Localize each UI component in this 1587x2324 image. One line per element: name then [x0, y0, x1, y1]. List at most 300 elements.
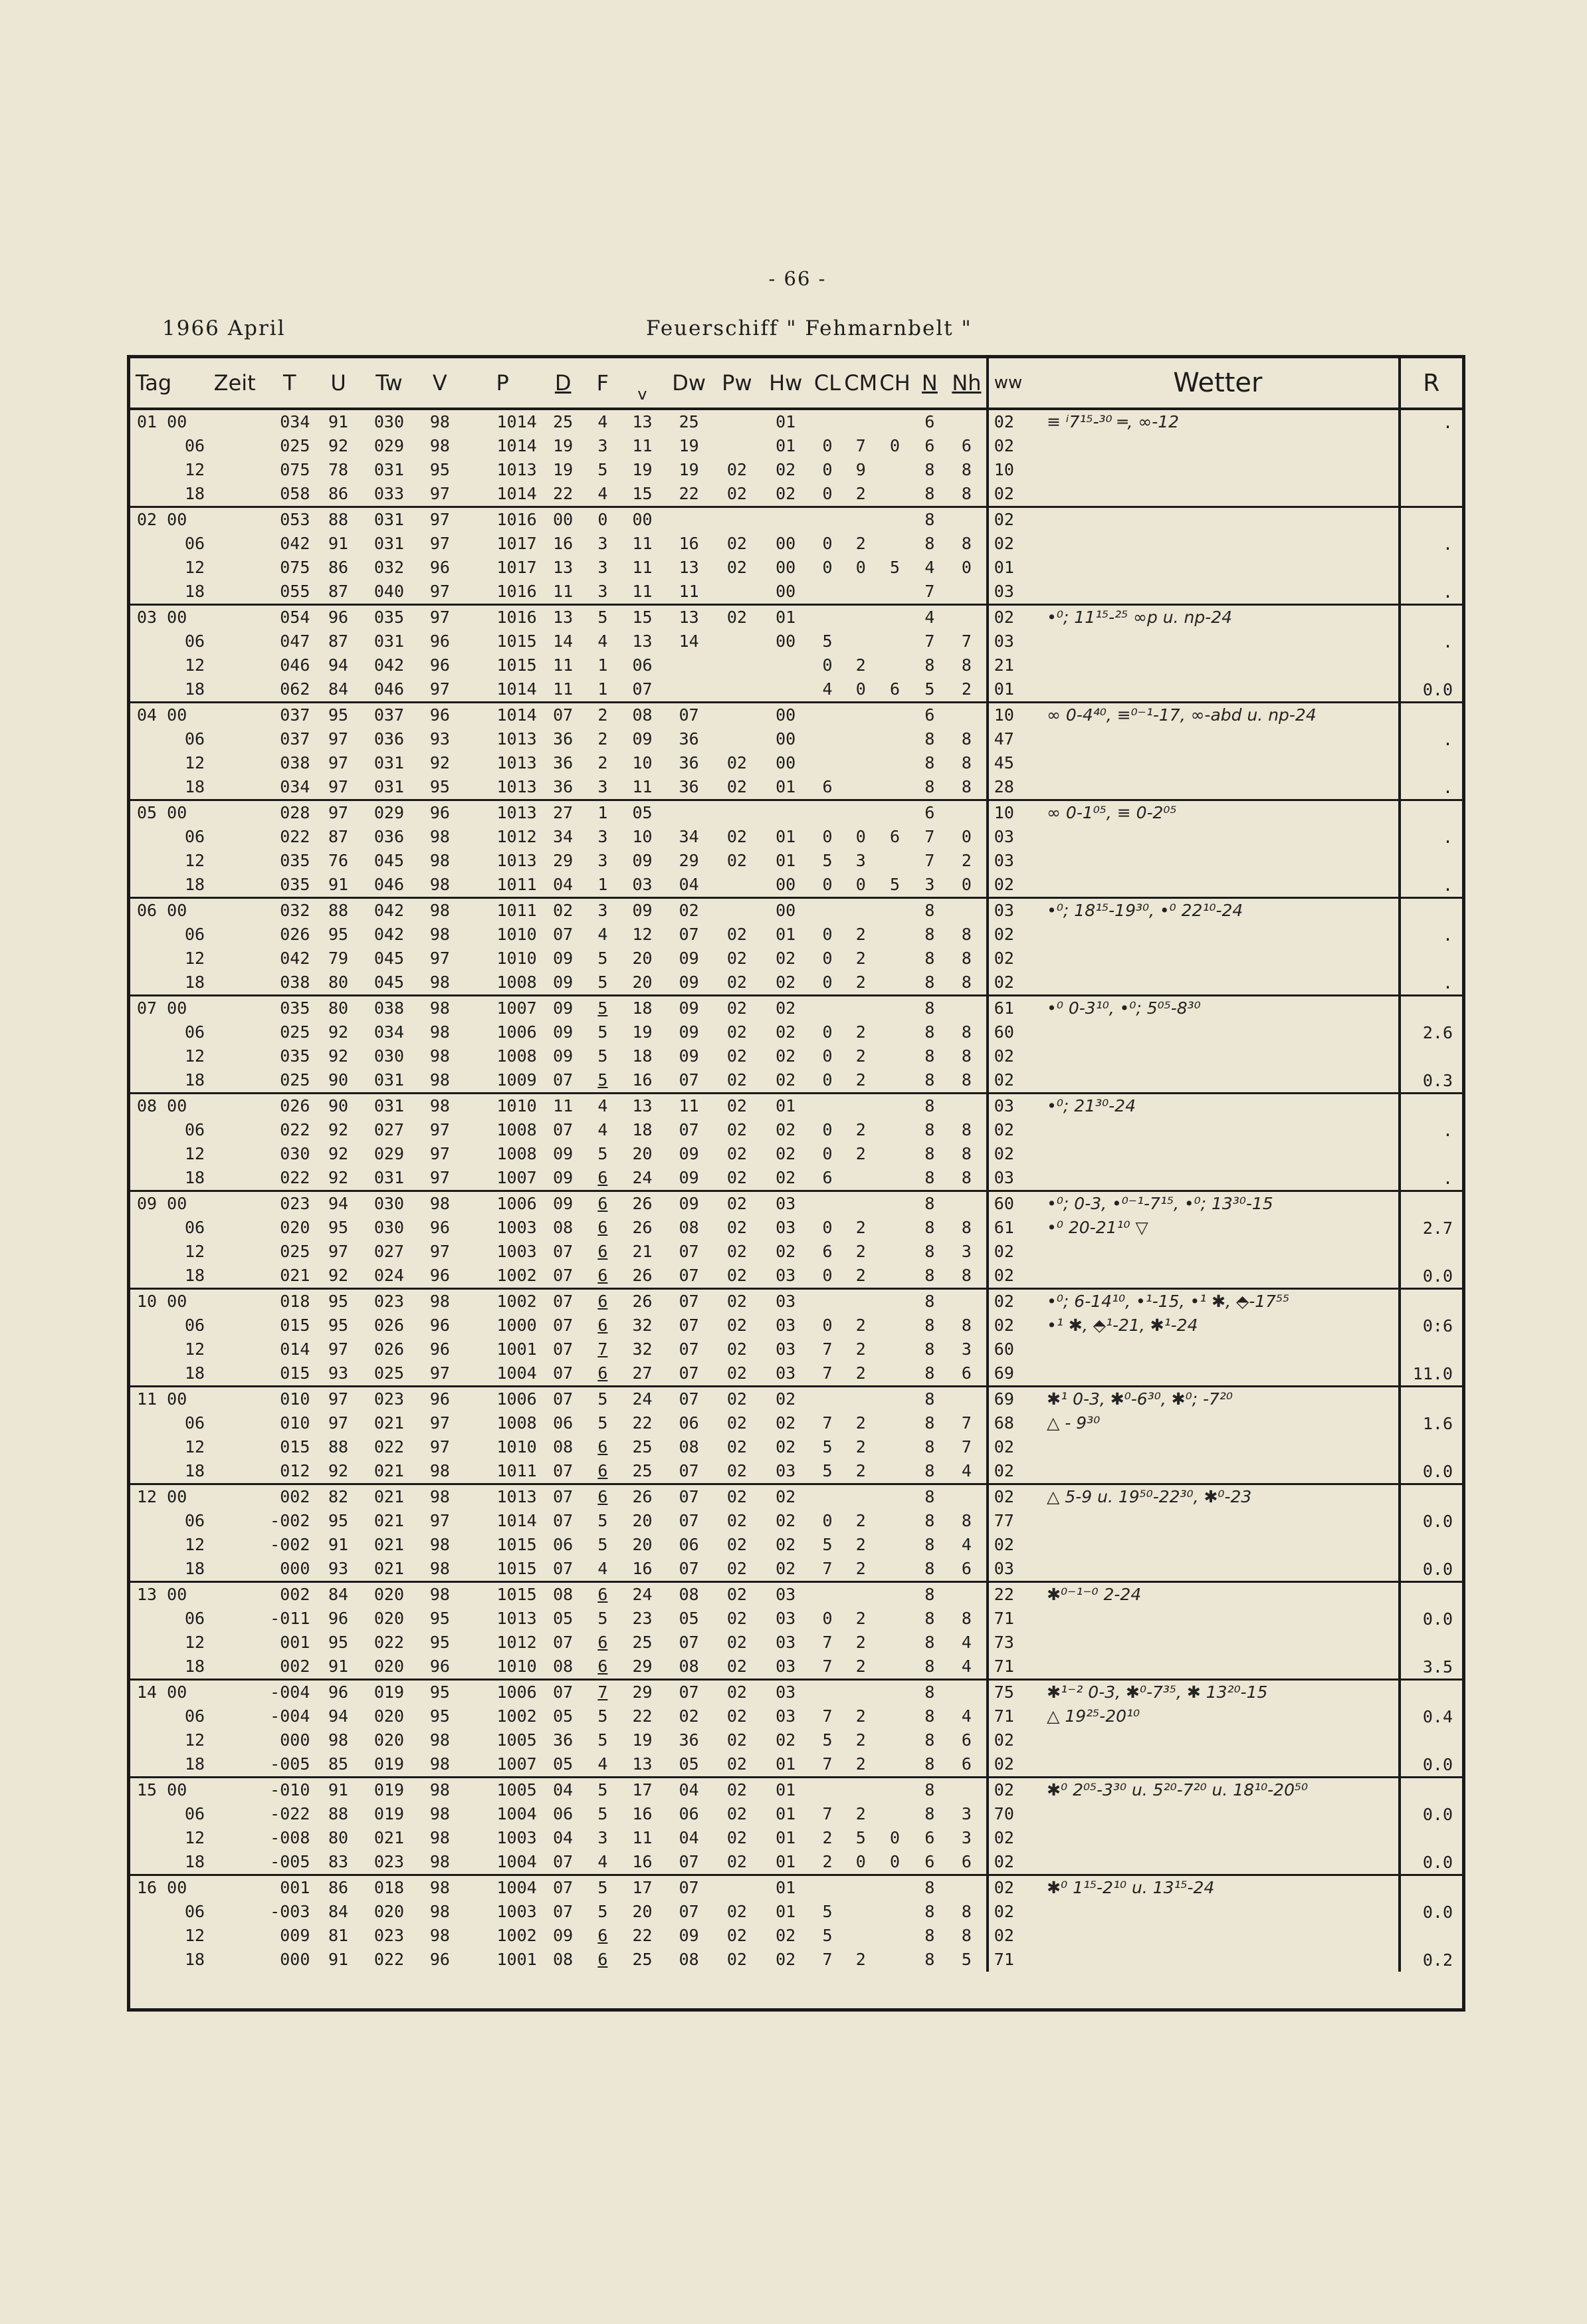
cell-r	[1400, 1826, 1462, 1850]
cell-dw: 16	[679, 534, 699, 553]
cell-r: .	[1400, 1118, 1462, 1142]
cell-t: 046	[280, 655, 310, 675]
table-row	[130, 1484, 1462, 1510]
cell-cm: 2	[844, 1459, 877, 1484]
cell-ch	[877, 800, 912, 826]
cell-dw: 07	[665, 1068, 713, 1094]
cell-p: 1014	[465, 482, 541, 507]
cell-v: 32	[632, 1339, 653, 1359]
cell-v: 97	[429, 1437, 450, 1456]
cell-r: 1.6	[1400, 1411, 1462, 1435]
cell-tag-zeit: 18	[130, 971, 265, 996]
cell-ww: 02	[988, 1826, 1037, 1850]
cell-r	[1400, 507, 1462, 532]
cell-d: 07	[553, 1316, 574, 1335]
cell-v: 97	[429, 534, 450, 553]
cell-dw: 07	[665, 1361, 713, 1387]
cell-r	[1400, 605, 1462, 630]
cell-ch: 5	[877, 873, 912, 898]
cell-pw: 02	[726, 827, 747, 846]
cell-t: 035	[265, 873, 314, 898]
cell-p: 1002	[496, 1706, 537, 1726]
cell-p: 1017	[496, 558, 537, 577]
cell-f: 1	[597, 803, 608, 822]
cell-cm	[844, 775, 877, 800]
cell-v: 27	[620, 1361, 665, 1387]
cell-cl: 2	[822, 1828, 833, 1847]
cell-r: 3.5	[1400, 1655, 1462, 1680]
cell-u: 83	[314, 1850, 362, 1875]
cell-dw: 08	[679, 1218, 699, 1237]
cell-r	[1400, 800, 1462, 826]
cell-t: -002	[270, 1511, 310, 1530]
cell-n: 8	[912, 1166, 947, 1191]
cell-ch: 0	[877, 1850, 912, 1875]
cell-f: 5	[597, 1609, 608, 1628]
cell-ch	[877, 1411, 912, 1435]
cell-ch	[877, 1142, 912, 1166]
cell-tag-zeit: 12	[185, 1730, 205, 1750]
cell-d: 07	[541, 1459, 585, 1484]
cell-ww: 02	[988, 1752, 1037, 1778]
cell-d: 04	[553, 1828, 574, 1847]
cell-hw: 03	[761, 1655, 811, 1680]
cell-t: -004	[270, 1706, 310, 1726]
cell-wetter	[1037, 1728, 1399, 1752]
cell-nh: 4	[961, 1633, 972, 1652]
cell-v: 93	[429, 729, 450, 749]
cell-ww: 03	[988, 898, 1037, 923]
cell-u: 92	[314, 1459, 362, 1484]
cell-tag-zeit: 12	[185, 949, 205, 968]
cell-f: 1	[585, 873, 620, 898]
col-header-dw: Dw	[665, 358, 713, 409]
cell-dw: 36	[679, 1730, 699, 1750]
cell-v: 98	[415, 1752, 464, 1778]
cell-d: 11	[553, 1096, 574, 1115]
cell-t: 001	[280, 1633, 310, 1652]
cell-nh: 8	[947, 1264, 988, 1289]
col-header-pw: Pw	[713, 358, 760, 409]
table-row	[130, 458, 1462, 482]
cell-v: 24	[632, 1585, 653, 1604]
cell-cm	[844, 1875, 877, 1901]
cell-r	[1400, 703, 1462, 728]
cell-v: 92	[429, 753, 450, 772]
cell-v: 23	[632, 1609, 653, 1628]
table-row	[130, 1411, 1462, 1435]
cell-d: 09	[553, 1926, 574, 1945]
cell-cl	[811, 898, 844, 923]
cell-ww: 75	[988, 1680, 1037, 1705]
cell-hw	[761, 677, 811, 703]
table-header-row	[130, 358, 1462, 409]
cell-ch	[877, 1900, 912, 1924]
cell-r: .	[1400, 409, 1462, 434]
cell-v: 98	[429, 1487, 450, 1506]
cell-wetter	[1037, 1850, 1399, 1875]
cell-tag-zeit: 18	[130, 1752, 265, 1778]
cell-v: 17	[632, 1780, 653, 1800]
cell-ch	[877, 1533, 912, 1557]
cell-t: -022	[270, 1804, 310, 1823]
cell-n: 8	[912, 1459, 947, 1484]
cell-f: 5	[597, 998, 608, 1018]
cell-tag-zeit: 12	[185, 1633, 205, 1652]
cell-u: 84	[328, 1902, 349, 1921]
cell-v: 11	[632, 558, 653, 577]
cell-r: 2.6	[1400, 1020, 1462, 1044]
cell-cl: 0	[811, 1264, 844, 1289]
table-row	[130, 507, 1462, 532]
cell-cl	[811, 751, 844, 775]
cell-hw: 03	[761, 1361, 811, 1387]
cell-cl: 5	[822, 851, 833, 870]
cell-cl	[811, 1387, 844, 1412]
cell-tw: 033	[363, 482, 416, 507]
cell-tw: 021	[373, 1413, 405, 1433]
cell-pw	[713, 653, 760, 677]
cell-wetter	[1037, 458, 1399, 482]
cell-f: 6	[597, 1292, 608, 1311]
cell-p: 1004	[496, 1878, 537, 1897]
cell-dw: 34	[679, 827, 699, 846]
cell-v: 20	[632, 1535, 653, 1554]
cell-p: 1004	[465, 1850, 541, 1875]
cell-tag-zeit: 12	[185, 753, 205, 772]
cell-hw: 03	[776, 1683, 796, 1702]
cell-tw: 022	[373, 1633, 405, 1652]
cell-wetter	[1037, 630, 1399, 653]
cell-ch	[877, 727, 912, 751]
cell-nh: 6	[961, 1730, 972, 1750]
cell-cm: 2	[855, 1339, 866, 1359]
cell-v: 22	[632, 1926, 653, 1945]
cell-ww: 01	[988, 677, 1037, 703]
cell-t: -011	[270, 1609, 310, 1628]
cell-n: 4	[924, 558, 935, 577]
cell-u: 92	[328, 1046, 349, 1066]
cell-hw: 01	[776, 608, 796, 627]
cell-d: 07	[541, 1264, 585, 1289]
cell-pw: 02	[726, 753, 747, 772]
cell-u: 94	[328, 1194, 349, 1213]
cell-r	[1400, 1435, 1462, 1459]
cell-n: 8	[924, 1535, 935, 1554]
cell-nh: 8	[961, 1046, 972, 1066]
cell-v: 95	[429, 1683, 450, 1702]
cell-dw: 06	[679, 1535, 699, 1554]
cell-tw: 024	[363, 1264, 416, 1289]
cell-pw: 02	[713, 1850, 760, 1875]
cell-hw: 00	[776, 753, 796, 772]
cell-t: 023	[280, 1194, 310, 1213]
cell-p: 1002	[496, 1292, 537, 1311]
cell-cm: 2	[844, 1752, 877, 1778]
cell-tw: 021	[373, 1511, 405, 1530]
cell-hw: 02	[776, 998, 796, 1018]
cell-u: 86	[328, 1878, 349, 1897]
cell-tw: 030	[373, 1046, 405, 1066]
cell-v: 07	[620, 677, 665, 703]
cell-tw: 023	[373, 1926, 405, 1945]
cell-v: 22	[632, 1706, 653, 1726]
cell-u: 91	[328, 1950, 349, 1969]
cell-tw: 031	[373, 632, 405, 651]
cell-v: 98	[429, 1022, 450, 1042]
cell-u: 78	[328, 460, 349, 479]
cell-tag-zeit: 07 00	[137, 998, 187, 1018]
cell-pw: 02	[726, 1046, 747, 1066]
cell-tw: 031	[363, 1166, 416, 1191]
cell-r: 0.4	[1400, 1704, 1462, 1728]
cell-pw: 02	[726, 1633, 747, 1652]
cell-dw: 05	[665, 1752, 713, 1778]
cell-p: 1015	[465, 1557, 541, 1582]
cell-t: 021	[265, 1264, 314, 1289]
cell-v: 97	[415, 580, 464, 605]
cell-pw: 02	[713, 1264, 760, 1289]
table-row	[130, 1216, 1462, 1240]
cell-v: 24	[632, 1389, 653, 1409]
cell-u: 94	[328, 655, 349, 675]
cell-f: 5	[597, 1535, 608, 1554]
cell-tag-zeit: 12	[185, 460, 205, 479]
cell-p: 1007	[465, 1166, 541, 1191]
cell-ch: 0	[890, 436, 900, 455]
cell-nh	[947, 898, 988, 923]
cell-f: 5	[597, 1511, 608, 1530]
cell-p: 1001	[496, 1950, 537, 1969]
cell-cm: 0	[855, 827, 866, 846]
cell-v: 98	[429, 827, 450, 846]
cell-f: 5	[597, 608, 608, 627]
cell-tw: 045	[363, 971, 416, 996]
cell-r	[1400, 1680, 1462, 1705]
cell-ww: 02	[988, 1875, 1037, 1901]
cell-cl	[811, 703, 844, 728]
cell-ch	[877, 1314, 912, 1337]
cell-cl	[811, 1094, 844, 1119]
cell-t: 026	[280, 925, 310, 944]
cell-v: 98	[415, 1068, 464, 1094]
cell-cm	[844, 727, 877, 751]
cell-tag-zeit: 18	[130, 1166, 265, 1191]
col-header-ww: ww	[988, 358, 1037, 409]
cell-d: 29	[553, 851, 574, 870]
cell-hw: 03	[776, 1292, 796, 1311]
cell-f: 2	[597, 705, 608, 725]
cell-dw: 06	[679, 1804, 699, 1823]
cell-u: 97	[328, 753, 349, 772]
cell-dw	[665, 653, 713, 677]
cell-ch	[877, 1778, 912, 1803]
cell-n: 6	[924, 1828, 935, 1847]
cell-n: 8	[924, 1950, 935, 1969]
cell-v: 21	[632, 1242, 653, 1261]
cell-p: 1015	[496, 1585, 537, 1604]
cell-cm: 2	[844, 1068, 877, 1094]
cell-hw: 02	[776, 1144, 796, 1163]
cell-r	[1400, 1142, 1462, 1166]
cell-d: 07	[553, 1487, 574, 1506]
cell-v: 18	[632, 998, 653, 1018]
cell-wetter	[1037, 727, 1399, 751]
cell-tag-zeit: 08 00	[137, 1096, 187, 1115]
cell-t: 022	[280, 1120, 310, 1139]
cell-cl: 7	[811, 1752, 844, 1778]
cell-t: 035	[280, 1046, 310, 1066]
cell-ww: 02	[988, 1533, 1037, 1557]
cell-ch	[877, 971, 912, 996]
cell-d: 36	[541, 775, 585, 800]
cell-f: 1	[597, 655, 608, 675]
cell-cl: 0	[822, 460, 833, 479]
cell-r: 0.0	[1400, 677, 1462, 703]
cell-nh: 8	[961, 1144, 972, 1163]
cell-nh: 8	[961, 1511, 972, 1530]
cell-nh: 2	[947, 677, 988, 703]
cell-hw: 01	[761, 775, 811, 800]
cell-ch	[877, 1607, 912, 1631]
cell-tw: 020	[363, 1655, 416, 1680]
cell-tag-zeit: 18	[130, 873, 265, 898]
cell-nh	[947, 1875, 988, 1901]
cell-t: 038	[280, 753, 310, 772]
cell-u: 85	[314, 1752, 362, 1778]
cell-t: -010	[270, 1780, 310, 1800]
cell-hw: 01	[776, 436, 796, 455]
cell-f: 6	[585, 1166, 620, 1191]
cell-v: 96	[415, 1264, 464, 1289]
cell-r: .	[1400, 873, 1462, 898]
cell-v: 09	[632, 901, 653, 920]
cell-nh: 8	[947, 1166, 988, 1191]
cell-v: 05	[632, 803, 653, 822]
cell-cl	[811, 507, 844, 532]
cell-ww: 68	[988, 1411, 1037, 1435]
cell-n: 8	[924, 1292, 935, 1311]
cell-t: -005	[265, 1850, 314, 1875]
cell-wetter	[1037, 1044, 1399, 1068]
cell-n: 8	[924, 1218, 935, 1237]
cell-p: 1001	[496, 1339, 537, 1359]
cell-v: 19	[632, 1730, 653, 1750]
cell-f: 6	[597, 1633, 608, 1652]
cell-d: 07	[553, 1120, 574, 1139]
cell-v: 16	[620, 1068, 665, 1094]
cell-ww: 02	[988, 1850, 1037, 1875]
cell-wetter	[1037, 1826, 1399, 1850]
cell-tag-zeit: 01 00	[137, 412, 187, 431]
cell-t: -003	[270, 1902, 310, 1921]
cell-v: 20	[632, 1511, 653, 1530]
cell-d: 04	[553, 1780, 574, 1800]
cell-v: 10	[632, 827, 653, 846]
cell-u: 92	[314, 1264, 362, 1289]
cell-hw	[761, 507, 811, 532]
cell-p: 1008	[496, 1046, 537, 1066]
cell-cl: 6	[811, 1166, 844, 1191]
cell-n: 8	[912, 1068, 947, 1094]
cell-pw	[713, 800, 760, 826]
cell-cl: 0	[822, 558, 833, 577]
cell-t: 022	[280, 827, 310, 846]
cell-n: 5	[912, 677, 947, 703]
cell-n: 8	[924, 1144, 935, 1163]
cell-pw: 02	[726, 1316, 747, 1335]
table-row	[130, 1435, 1462, 1459]
cell-cm: 2	[844, 1557, 877, 1582]
cell-n: 6	[924, 412, 935, 431]
cell-r: 11.0	[1400, 1361, 1462, 1387]
cell-f: 3	[597, 827, 608, 846]
cell-cm	[844, 1900, 877, 1924]
cell-f: 4	[585, 482, 620, 507]
cell-wetter: •⁰; 21³⁰-24	[1047, 1096, 1136, 1115]
cell-ch	[877, 458, 912, 482]
cell-pw: 02	[713, 482, 760, 507]
cell-v: 25	[632, 1437, 653, 1456]
cell-cl	[811, 1191, 844, 1217]
cell-u: 84	[328, 1585, 349, 1604]
cell-cm	[844, 1778, 877, 1803]
cell-tag-zeit: 12	[185, 655, 205, 675]
cell-tw: 018	[373, 1878, 405, 1897]
cell-ch: 5	[890, 558, 900, 577]
cell-tag-zeit: 18	[130, 482, 265, 507]
cell-dw: 02	[679, 901, 699, 920]
cell-hw: 03	[776, 1339, 796, 1359]
cell-pw: 02	[713, 1166, 760, 1191]
cell-v: 16	[632, 1804, 653, 1823]
cell-f: 6	[585, 1264, 620, 1289]
cell-tag-zeit: 18	[130, 1459, 265, 1484]
cell-ch	[877, 1655, 912, 1680]
cell-cm: 7	[855, 436, 866, 455]
cell-tag-zeit: 06	[185, 827, 205, 846]
cell-n: 4	[924, 608, 935, 627]
cell-wetter	[1037, 1924, 1399, 1948]
cell-u: 95	[328, 925, 349, 944]
col-header-zeit: Zeit	[214, 358, 265, 409]
cell-t: -008	[270, 1828, 310, 1847]
cell-pw: 02	[726, 534, 747, 553]
cell-v: 16	[620, 1850, 665, 1875]
cell-d: 07	[541, 1850, 585, 1875]
cell-ww: 71	[988, 1655, 1037, 1680]
cell-tag-zeit: 16 00	[137, 1878, 187, 1897]
table-row	[130, 1631, 1462, 1655]
cell-v: 98	[415, 1850, 464, 1875]
cell-p: 1010	[496, 1096, 537, 1115]
cell-cm: 2	[855, 1413, 866, 1433]
cell-n: 7	[924, 851, 935, 870]
cell-ch	[877, 1924, 912, 1948]
cell-ch	[877, 1166, 912, 1191]
cell-v: 29	[632, 1683, 653, 1702]
cell-dw: 13	[679, 558, 699, 577]
cell-r	[1400, 1240, 1462, 1264]
cell-u: 86	[314, 482, 362, 507]
cell-f: 5	[597, 1730, 608, 1750]
cell-hw: 03	[776, 1585, 796, 1604]
cell-d: 13	[553, 558, 574, 577]
table-row	[130, 898, 1462, 923]
cell-f: 5	[597, 460, 608, 479]
cell-dw: 04	[679, 1780, 699, 1800]
cell-f: 6	[585, 1459, 620, 1484]
